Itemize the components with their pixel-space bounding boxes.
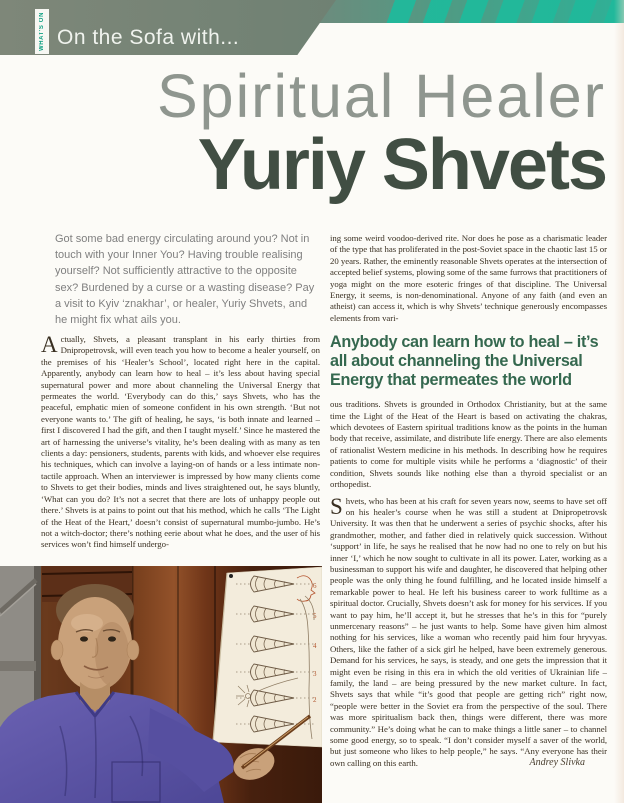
chart-level-number: 2 bbox=[313, 696, 317, 704]
right-paragraph-3 bbox=[330, 493, 607, 770]
right-paragraph-1: ing some weird voodoo-derived rite. Nor does he pose as a charismatic leader of the type that has proliferated in the post-Soviet space in the chaotic last 15 or 20 years. Rather, the eminently reasonable Shvets operates at the intersection of accepted belief systems, plowing some of the same furrows that practitioners of yoga might on the more esoteric fringes of that discipline. The Universal Energy, it seems, is non-denominational. Anyone of any faith (and even an atheist) can access it, which is why Shvets’ technique generously encompasses elements from vari- bbox=[330, 233, 607, 323]
ear bbox=[127, 640, 139, 660]
section-tab bbox=[35, 9, 49, 54]
byline: Andrey Slivka bbox=[529, 757, 585, 768]
headline-kicker: Spiritual Healer bbox=[156, 62, 606, 130]
chart-level-number: 4 bbox=[313, 642, 317, 650]
chart-level-number: 6 bbox=[313, 582, 317, 590]
ear bbox=[51, 640, 63, 660]
left-paragraph-text: ctually, Shvets, a pleasant transplant in his early thirties from Dnipropetrovsk, will even teach you how to become a healer yourself, on the premises of his ‘Healer’s School’, located right here in the capital. Apparently, anybody can learn how to heal – it’s less about having special supernatural power and more about channeling the Universal Energy that permeates the world. ‘Everybody can do this,’ says Shvets, who has the peaceful, emphatic mien of someone confident in his own strength. ‘But not everyone wants to.’ The gift of healing, he says, ‘is both innate and learned – first I discovered I had the gift, and then I taught myself.’ Since he mastered the art of harnessing the universe’s vitality, he’s been dealing with as many as ten clients a day: pensioners, students, parents with kids, and whoever else requires his techniques, which can involve a laying-on of hands or a less intimate non-tactile approach. When an interviewer is impressed by how many clients come to Shvets to get their bodies, minds and lives straightened out, he says bluntly, ‘What can you do? It’s not a secret that there are lots of unhappy people out there.’ Shvets is at pains to point out that his method, which he calls ‘The Light of the Heat of the Heart,’ doesn’t consist of supernatural mumbo-jumbo. He’s not a witch-doctor; there’s nothing eerie about what he does, and the user of his services won’t find himself undergo- bbox=[41, 334, 320, 550]
right-paragraph-3-text: hvets, who has been at his craft for seven years now, seems to have set off on his healer’s course when he was still a student at Dnipropetrovsk University. It was then that he underwent a series of psychic shocks, after his grandmother, mother, and father died in relatively quick succession. Without ‘support’ in life, he says he realised that he now had no one to rely on but his inner ‘I,’ which he now sought to cultivate in all its power. Later, working as a businessman to support his wife and daughter, he discovered that helping other people was the only thing he found fulfilling, and he located inside himself a remarkable power to heal. He left his business career to work fulltime as a spiritual doctor. Crucially, Shvets doesn’t ask for money for his services. If you want to pay him, he’ll accept it, but he stresses that he’s in this for “purely unmercenary reasons” – he just wants to help. Some have given him almost nothing for his services, like a woman who recently paid him four hryvyas. Others, like the father of a sick girl he helped, have been extremely generous. Demand for his services, he says, is steady, and one gets the impression that it might even be rising in this era in which the old verities of Ukrainian life – family, the land – are being pressured by the new market culture. In fact, Shvets says that while “it’s good that people are getting rich” right now, “people were better in the Soviet era from the perspective of the soul. There was more spiritualism back then, things were different, there was more community.” He’s doing what he can to make things a little saner – to channel some good energy, so to speak. “I don’t consider myself a saver of the world, but just someone who likes to help people,” he says. “Any everyone has their own calling on this earth. bbox=[330, 495, 607, 768]
chart-pin bbox=[229, 574, 233, 578]
header-title: On the Sofa with... bbox=[57, 26, 240, 49]
article-column-left bbox=[41, 334, 320, 564]
right-paragraph-2: ous traditions. Shvets is grounded in Orthodox Christianity, but at the same time the Light of the Heat of the Heart is based on activating the chakras, which devotees of Eastern spiritual traditions know as the points in the human body that receive, assimilate, and distribute life energy. There are also elements of rationalist Western medicine in his methods. In describing how he requires patients to come for multiple visits while he performs a ‘diagnostic’ of their condition, Shvets sounds like nothing else than a thyroid specialist or an orthopedist. bbox=[330, 399, 607, 490]
pull-quote: Anybody can learn how to heal – it’s all about channeling the Universal Energy that permeates the world bbox=[330, 333, 599, 390]
intro-paragraph: Got some bad energy circulating around you? Not in touch with your Inner You? Having trouble realising yourself? Not sufficiently attractive to the opposite sex? Burdened by a curse or a wasting disease? Pay a visit to Kyiv ‘znakhar’, or healer, Yuriy Shvets, and he might fix what ails you. bbox=[55, 233, 315, 327]
left-paragraph bbox=[41, 334, 320, 551]
chart-level-number: 3 bbox=[313, 670, 317, 678]
header-diagonal-stripes bbox=[380, 0, 624, 23]
chart-level-number: 5 bbox=[313, 612, 317, 620]
dropcap-s: S bbox=[330, 493, 343, 519]
headline-name: Yuriy Shvets bbox=[197, 125, 606, 205]
photo-yuriy-shvets bbox=[0, 566, 322, 803]
photo-illustration bbox=[0, 566, 322, 803]
article-column-right bbox=[330, 233, 607, 799]
headline bbox=[20, 62, 606, 205]
dropcap-a: A bbox=[41, 334, 58, 357]
section-tab-label: WHAT'S ON bbox=[39, 11, 45, 52]
